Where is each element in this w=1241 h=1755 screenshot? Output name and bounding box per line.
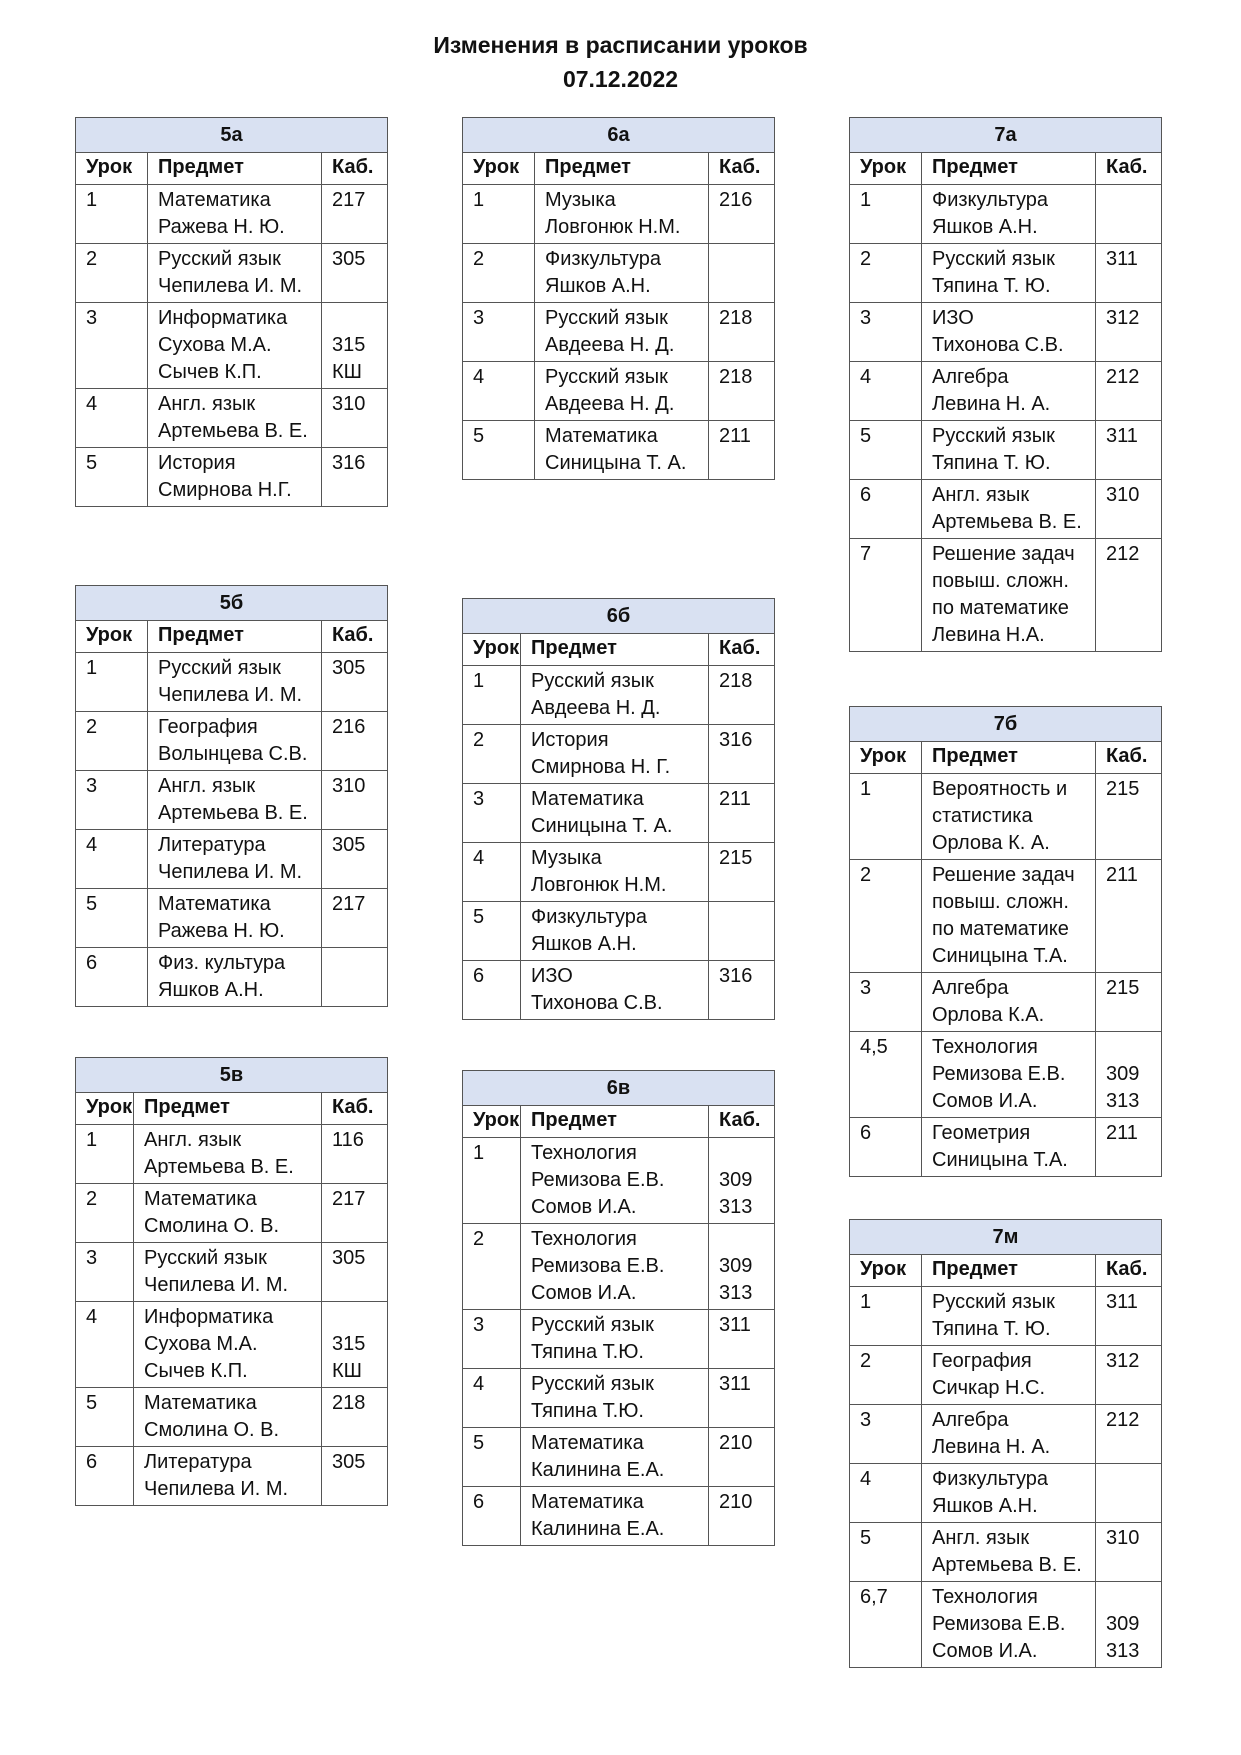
lesson-number: 1	[76, 653, 148, 712]
subject-teacher: География Волынцева С.В.	[148, 712, 322, 771]
room-number: 305	[322, 1243, 388, 1302]
lesson-number: 4,5	[850, 1032, 922, 1118]
lesson-number: 3	[850, 973, 922, 1032]
subject-teacher: ИЗО Тихонова С.В.	[922, 303, 1096, 362]
lesson-number: 2	[76, 244, 148, 303]
class-name: 7м	[850, 1220, 1162, 1255]
subject-teacher: Русский язык Чепилева И. М.	[134, 1243, 322, 1302]
room-number: 215	[708, 843, 774, 902]
table-row	[76, 389, 388, 448]
lesson-number: 6	[850, 1118, 922, 1177]
table-row	[463, 303, 775, 362]
lesson-number: 4	[463, 362, 535, 421]
lesson-number: 1	[850, 185, 922, 244]
room-number: 305	[322, 244, 388, 303]
class-name: 6а	[463, 118, 775, 153]
table-row	[850, 1032, 1162, 1118]
subject-teacher: Русский язык Тяпина Т.Ю.	[521, 1369, 709, 1428]
lesson-number: 4	[76, 389, 148, 448]
table-row	[76, 771, 388, 830]
table-row	[76, 889, 388, 948]
table-row	[850, 1405, 1162, 1464]
subject-teacher: Физкультура Яшков А.Н.	[521, 902, 709, 961]
subject-teacher: Алгебра Орлова К.А.	[922, 973, 1096, 1032]
lesson-number: 2	[850, 244, 922, 303]
subject-teacher: Информатика Сухова М.А. Сычев К.П.	[134, 1302, 322, 1388]
schedule-table-6a	[462, 117, 775, 480]
header-subject: Предмет	[521, 634, 709, 666]
table-row	[463, 666, 775, 725]
subject-teacher: Информатика Сухова М.А. Сычев К.П.	[148, 303, 322, 389]
header-subject: Предмет	[922, 1255, 1096, 1287]
lesson-number: 1	[463, 666, 521, 725]
lesson-number: 4	[850, 362, 922, 421]
table-row	[76, 185, 388, 244]
room-number: 216	[321, 712, 387, 771]
header-subject: Предмет	[148, 153, 322, 185]
header-subject: Предмет	[521, 1106, 709, 1138]
lesson-number: 1	[850, 774, 922, 860]
lesson-number: 6	[76, 948, 148, 1007]
lesson-number: 3	[76, 303, 148, 389]
table-row	[76, 1184, 388, 1243]
header-room: Каб.	[321, 621, 387, 653]
room-number: 210	[709, 1428, 775, 1487]
room-number: 217	[322, 185, 388, 244]
table-row	[76, 712, 388, 771]
subject-teacher: Математика Смолина О. В.	[134, 1184, 322, 1243]
room-number	[1095, 1464, 1161, 1523]
header-lesson: Урок	[76, 1093, 134, 1125]
header-lesson: Урок	[76, 621, 148, 653]
subject-teacher: Решение задач повыш. сложн. по математике Левина Н.А.	[922, 539, 1096, 652]
subject-teacher: Алгебра Левина Н. А.	[922, 362, 1096, 421]
lesson-number: 4	[76, 1302, 134, 1388]
subject-teacher: Технология Ремизова Е.В. Сомов И.А.	[922, 1582, 1096, 1668]
table-row	[850, 539, 1162, 652]
subject-teacher: Геометрия Синицына Т.А.	[922, 1118, 1096, 1177]
lesson-number: 5	[76, 448, 148, 507]
room-number: 309 313	[709, 1224, 775, 1310]
subject-teacher: Русский язык Тяпина Т. Ю.	[922, 244, 1096, 303]
table-row	[850, 1464, 1162, 1523]
schedule-table-7m	[849, 1219, 1162, 1668]
table-row	[76, 244, 388, 303]
class-name: 5б	[76, 586, 388, 621]
lesson-number: 3	[463, 303, 535, 362]
table-row	[850, 480, 1162, 539]
room-number: 316	[322, 448, 388, 507]
room-number: 310	[322, 389, 388, 448]
lesson-number: 5	[76, 1388, 134, 1447]
lesson-number: 5	[850, 421, 922, 480]
table-row	[850, 1346, 1162, 1405]
table-row	[76, 1388, 388, 1447]
room-number: 211	[1095, 1118, 1161, 1177]
room-number: 310	[1095, 1523, 1161, 1582]
room-number: 217	[322, 1184, 388, 1243]
lesson-number: 4	[463, 1369, 521, 1428]
room-number	[709, 244, 775, 303]
subject-teacher: Технология Ремизова Е.В. Сомов И.А.	[521, 1224, 709, 1310]
table-row	[850, 185, 1162, 244]
header-lesson: Урок	[76, 153, 148, 185]
table-row	[463, 1224, 775, 1310]
schedule-table-7b	[849, 706, 1162, 1177]
lesson-number: 3	[463, 1310, 521, 1369]
room-number: 311	[1095, 1287, 1161, 1346]
table-row	[850, 1523, 1162, 1582]
table-row	[76, 1125, 388, 1184]
room-number: 310	[321, 771, 387, 830]
room-number: 312	[1095, 1346, 1161, 1405]
subject-teacher: Математика Синицына Т. А.	[521, 784, 709, 843]
lesson-number: 1	[463, 185, 535, 244]
header-lesson: Урок	[850, 1255, 922, 1287]
subject-teacher: Математика Ражева Н. Ю.	[148, 185, 322, 244]
lesson-number: 1	[76, 185, 148, 244]
header-room: Каб.	[322, 1093, 388, 1125]
room-number: 116	[322, 1125, 388, 1184]
table-row	[850, 303, 1162, 362]
table-row	[76, 1302, 388, 1388]
room-number: 309 313	[1095, 1032, 1161, 1118]
page-title: Изменения в расписании уроков	[433, 32, 808, 58]
subject-teacher: Русский язык Авдеева Н. Д.	[521, 666, 709, 725]
table-row	[850, 244, 1162, 303]
header-room: Каб.	[1095, 1255, 1161, 1287]
table-row	[463, 784, 775, 843]
table-row	[463, 185, 775, 244]
subject-teacher: Англ. язык Артемьева В. Е.	[148, 389, 322, 448]
lesson-number: 3	[76, 771, 148, 830]
table-row	[850, 1287, 1162, 1346]
subject-teacher: Русский язык Авдеева Н. Д.	[535, 362, 709, 421]
table-row	[463, 843, 775, 902]
table-row	[463, 244, 775, 303]
table-row	[850, 860, 1162, 973]
subject-teacher: Русский язык Тяпина Т.Ю.	[521, 1310, 709, 1369]
header-lesson: Урок	[850, 742, 922, 774]
header-subject: Предмет	[922, 742, 1096, 774]
subject-teacher: Решение задач повыш. сложн. по математике Синицына Т.А.	[922, 860, 1096, 973]
schedule-table-5b	[75, 585, 388, 1007]
lesson-number: 1	[76, 1125, 134, 1184]
subject-teacher: Англ. язык Артемьева В. Е.	[922, 1523, 1096, 1582]
lesson-number: 6,7	[850, 1582, 922, 1668]
room-number: 218	[322, 1388, 388, 1447]
room-number: 211	[709, 421, 775, 480]
class-name: 5а	[76, 118, 388, 153]
lesson-number: 3	[850, 1405, 922, 1464]
room-number: 215	[1095, 973, 1161, 1032]
subject-teacher: Алгебра Левина Н. А.	[922, 1405, 1096, 1464]
subject-teacher: Музыка Ловгонюк Н.М.	[521, 843, 709, 902]
subject-teacher: История Смирнова Н.Г.	[148, 448, 322, 507]
subject-teacher: Русский язык Тяпина Т. Ю.	[922, 421, 1096, 480]
room-number: 210	[709, 1487, 775, 1546]
schedule-table-7a	[849, 117, 1162, 652]
header-lesson: Урок	[850, 153, 922, 185]
table-row	[850, 362, 1162, 421]
lesson-number: 4	[850, 1464, 922, 1523]
schedule-table-6b	[462, 598, 775, 1020]
class-name: 6б	[463, 599, 775, 634]
header-lesson: Урок	[463, 634, 521, 666]
subject-teacher: География Сичкар Н.С.	[922, 1346, 1096, 1405]
subject-teacher: Русский язык Тяпина Т. Ю.	[922, 1287, 1096, 1346]
table-row	[463, 1310, 775, 1369]
header-subject: Предмет	[922, 153, 1096, 185]
table-row	[76, 1447, 388, 1506]
room-number: 212	[1096, 539, 1162, 652]
room-number: 309 313	[709, 1138, 775, 1224]
table-row	[76, 1243, 388, 1302]
header-room: Каб.	[322, 153, 388, 185]
class-name: 7б	[850, 707, 1162, 742]
header-room: Каб.	[709, 1106, 775, 1138]
schedule-table-5v	[75, 1057, 388, 1506]
table-row	[850, 421, 1162, 480]
subject-teacher: История Смирнова Н. Г.	[521, 725, 709, 784]
room-number	[1096, 185, 1162, 244]
room-number: 311	[1096, 421, 1162, 480]
table-row	[463, 421, 775, 480]
room-number: 216	[709, 185, 775, 244]
lesson-number: 5	[463, 1428, 521, 1487]
room-number	[708, 902, 774, 961]
subject-teacher: Англ. язык Артемьева В. Е.	[922, 480, 1096, 539]
subject-teacher: Математика Калинина Е.А.	[521, 1428, 709, 1487]
subject-teacher: Математика Калинина Е.А.	[521, 1487, 709, 1546]
room-number: 211	[1095, 860, 1161, 973]
lesson-number: 7	[850, 539, 922, 652]
page-date: 07.12.2022	[562, 66, 679, 92]
table-row	[463, 1369, 775, 1428]
subject-teacher: Русский язык Авдеева Н. Д.	[535, 303, 709, 362]
lesson-number: 4	[463, 843, 521, 902]
lesson-number: 2	[463, 244, 535, 303]
subject-teacher: Технология Ремизова Е.В. Сомов И.А.	[922, 1032, 1096, 1118]
table-row	[850, 774, 1162, 860]
header-lesson: Урок	[463, 153, 535, 185]
lesson-number: 2	[76, 712, 148, 771]
room-number: 309 313	[1095, 1582, 1161, 1668]
lesson-number: 5	[850, 1523, 922, 1582]
table-row	[463, 961, 775, 1020]
table-row	[463, 362, 775, 421]
header-subject: Предмет	[535, 153, 709, 185]
room-number: 311	[1096, 244, 1162, 303]
table-row	[463, 1487, 775, 1546]
room-number: 305	[322, 1447, 388, 1506]
lesson-number: 6	[463, 1487, 521, 1546]
room-number: 305	[321, 830, 387, 889]
room-number: 311	[709, 1369, 775, 1428]
lesson-number: 3	[850, 303, 922, 362]
subject-teacher: Физкультура Яшков А.Н.	[922, 1464, 1096, 1523]
subject-teacher: Музыка Ловгонюк Н.М.	[535, 185, 709, 244]
header-room: Каб.	[1096, 153, 1162, 185]
lesson-number: 5	[463, 902, 521, 961]
schedule-table-5a	[75, 117, 388, 507]
room-number: 215	[1095, 774, 1161, 860]
table-row	[463, 1428, 775, 1487]
lesson-number: 4	[76, 830, 148, 889]
subject-teacher: Математика Ражева Н. Ю.	[148, 889, 322, 948]
lesson-number: 6	[850, 480, 922, 539]
table-row	[76, 653, 388, 712]
table-row	[850, 973, 1162, 1032]
room-number: 315 КШ	[322, 303, 388, 389]
room-number	[321, 948, 387, 1007]
subject-teacher: Технология Ремизова Е.В. Сомов И.А.	[521, 1138, 709, 1224]
table-row	[463, 902, 775, 961]
lesson-number: 1	[850, 1287, 922, 1346]
lesson-number: 6	[463, 961, 521, 1020]
room-number: 218	[709, 362, 775, 421]
room-number: 315 КШ	[322, 1302, 388, 1388]
lesson-number: 2	[463, 1224, 521, 1310]
table-row	[850, 1118, 1162, 1177]
lesson-number: 3	[463, 784, 521, 843]
lesson-number: 5	[76, 889, 148, 948]
subject-teacher: Физкультура Яшков А.Н.	[535, 244, 709, 303]
room-number: 212	[1095, 1405, 1161, 1464]
room-number: 316	[708, 961, 774, 1020]
lesson-number: 5	[463, 421, 535, 480]
room-number: 310	[1096, 480, 1162, 539]
table-row	[850, 1582, 1162, 1668]
schedule-table-6v	[462, 1070, 775, 1546]
header-lesson: Урок	[463, 1106, 521, 1138]
lesson-number: 2	[463, 725, 521, 784]
header-room: Каб.	[708, 634, 774, 666]
room-number: 218	[708, 666, 774, 725]
room-number: 312	[1096, 303, 1162, 362]
header-subject: Предмет	[148, 621, 322, 653]
subject-teacher: Русский язык Чепилева И. М.	[148, 244, 322, 303]
room-number: 212	[1096, 362, 1162, 421]
lesson-number: 2	[76, 1184, 134, 1243]
lesson-number: 2	[850, 860, 922, 973]
room-number: 211	[708, 784, 774, 843]
lesson-number: 2	[850, 1346, 922, 1405]
class-name: 6в	[463, 1071, 775, 1106]
table-row	[76, 303, 388, 389]
subject-teacher: Англ. язык Артемьева В. Е.	[148, 771, 322, 830]
class-name: 5в	[76, 1058, 388, 1093]
subject-teacher: ИЗО Тихонова С.В.	[521, 961, 709, 1020]
subject-teacher: Физ. культура Яшков А.Н.	[148, 948, 322, 1007]
subject-teacher: Литература Чепилева И. М.	[148, 830, 322, 889]
table-row	[463, 725, 775, 784]
room-number: 316	[708, 725, 774, 784]
table-row	[76, 830, 388, 889]
table-row	[463, 1138, 775, 1224]
subject-teacher: Физкультура Яшков А.Н.	[922, 185, 1096, 244]
room-number: 305	[321, 653, 387, 712]
lesson-number: 6	[76, 1447, 134, 1506]
lesson-number: 1	[463, 1138, 521, 1224]
lesson-number: 3	[76, 1243, 134, 1302]
subject-teacher: Литература Чепилева И. М.	[134, 1447, 322, 1506]
subject-teacher: Математика Смолина О. В.	[134, 1388, 322, 1447]
header-room: Каб.	[1095, 742, 1161, 774]
subject-teacher: Математика Синицына Т. А.	[535, 421, 709, 480]
table-row	[76, 948, 388, 1007]
room-number: 218	[709, 303, 775, 362]
subject-teacher: Вероятность и статистика Орлова К. А.	[922, 774, 1096, 860]
subject-teacher: Русский язык Чепилева И. М.	[148, 653, 322, 712]
room-number: 217	[321, 889, 387, 948]
table-row	[76, 448, 388, 507]
room-number: 311	[709, 1310, 775, 1369]
header-room: Каб.	[709, 153, 775, 185]
class-name: 7а	[850, 118, 1162, 153]
header-subject: Предмет	[134, 1093, 322, 1125]
subject-teacher: Англ. язык Артемьева В. Е.	[134, 1125, 322, 1184]
